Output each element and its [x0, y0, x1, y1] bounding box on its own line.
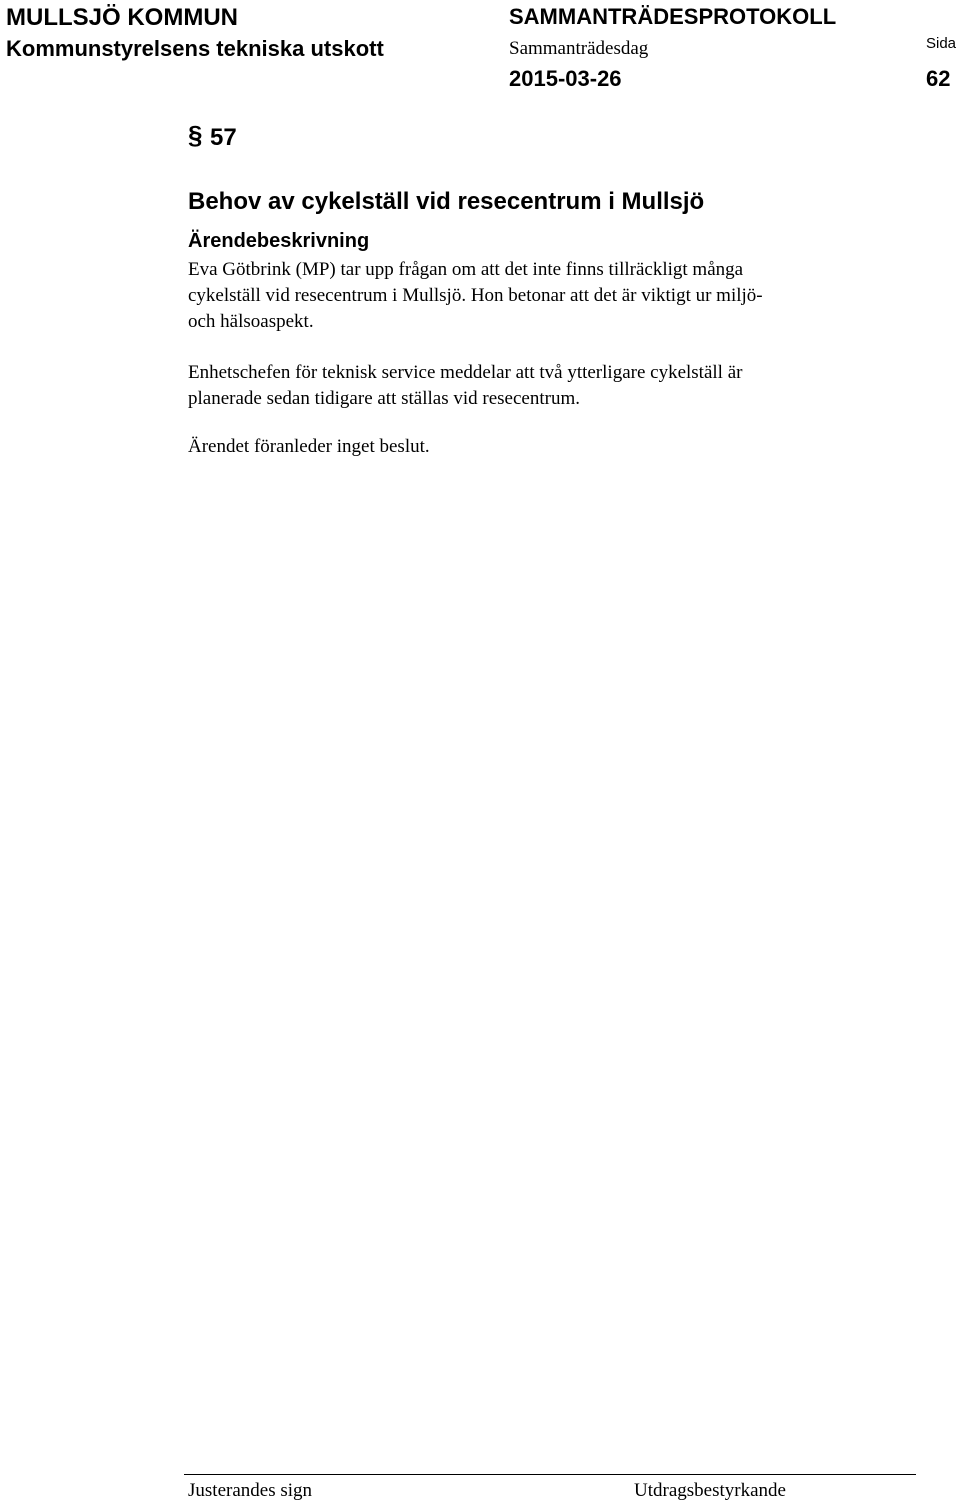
document-type: SAMMANTRÄDESPROTOKOLL — [509, 4, 837, 29]
paragraph-number: 57 — [210, 124, 237, 151]
text-line: planerade sedan tidigare att ställas vid resecentrum. — [188, 388, 580, 409]
page-number: 62 — [926, 66, 951, 91]
text-line: Enhetschefen för teknisk service meddelar att två ytterligare cykelställ är — [188, 362, 743, 383]
extract-certification-label: Utdragsbestyrkande — [634, 1480, 786, 1501]
text-line: Eva Götbrink (MP) tar upp frågan om att det inte finns tillräckligt många — [188, 259, 744, 280]
text-line: Ärendet föranleder inget beslut. — [188, 436, 430, 457]
description-paragraph — [188, 257, 888, 335]
text-line: och hälsoaspekt. — [188, 311, 314, 332]
text-line: cykelställ vid resecentrum i Mullsjö. Hon betonar att det är viktigt ur miljö- — [188, 285, 763, 306]
footer-divider — [184, 1474, 916, 1475]
decision-paragraph — [188, 434, 888, 460]
item-title: Behov av cykelställ vid resecentrum i Mullsjö — [188, 188, 705, 215]
page-label: Sida — [926, 35, 957, 52]
meeting-date-label: Sammanträdesdag — [509, 38, 649, 59]
meeting-date: 2015-03-26 — [509, 66, 622, 91]
organization-name: MULLSJÖ KOMMUN — [6, 4, 238, 31]
response-paragraph — [188, 360, 888, 412]
committee-name: Kommunstyrelsens tekniska utskott — [6, 36, 384, 61]
paragraph-symbol: § — [188, 120, 203, 150]
section-heading: Ärendebeskrivning — [188, 230, 370, 252]
adjuster-sign-label: Justerandes sign — [188, 1480, 313, 1501]
